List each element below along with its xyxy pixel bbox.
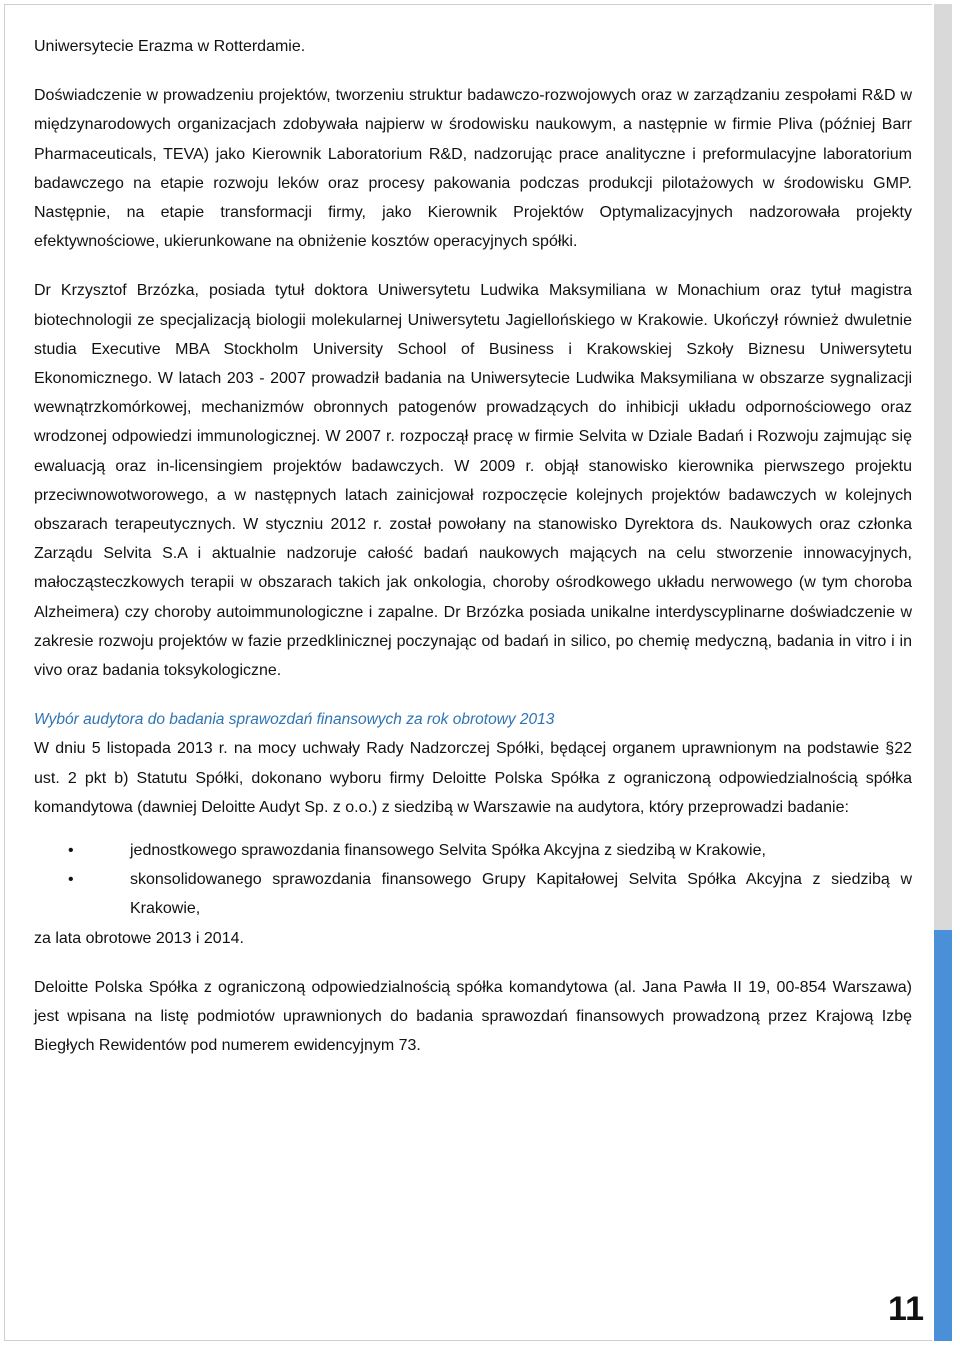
audit-scope-list <box>34 836 912 924</box>
list-item <box>34 865 912 923</box>
paragraph-deloitte-address: Deloitte Polska Spółka z ograniczoną odpowiedzialnością spółka komandytowa (al. Jana Pawła II 19, 00-854 Warszawa) jest wpisana na listę podmiotów uprawnionych do badania sprawozdań finansowych prowadzoną przez Krajową Izbę Biegłych Rewidentów pod numerem ewidencyjnym 73. <box>34 978 912 1055</box>
document-body <box>34 32 912 1061</box>
bullet-icon: • <box>68 871 74 889</box>
paragraph-rotterdam: Uniwersytecie Erazma w Rotterdamie. <box>34 38 306 55</box>
list-item-text: jednostkowego sprawozdania finansowego Selvita Spółka Akcyjna z siedzibą w Krakowie, <box>130 842 766 860</box>
page-number: 11 <box>888 1290 924 1328</box>
list-item-text: skonsolidowanego sprawozdania finansowego Grupy Kapitałowej Selvita Spółka Akcyjna z siedzibą w Krakowie, <box>130 871 912 918</box>
list-item <box>34 836 912 865</box>
paragraph-brzozka-bio: Dr Krzysztof Brzózka, posiada tytuł doktora Uniwersytetu Ludwika Maksymiliana w Monachium oraz tytuł magistra biotechnologii ze specjalizacją biologii molekularnej Uniwersytetu Jagiellońskiego w Krakowie. Ukończył również dwuletnie studia Executive MBA Stockholm University School of Business i Krakowskiej Szkoły Biznesu Uniwersytetu Ekonomicznego. W latach 203 - 2007 prowadził badania na Uniwersytecie Ludwika Maksymiliana w obszarze sygnalizacji wewnątrzkomórkowej, mechanizmów obronnych patogenów prowadzących do inhibicji układu odpornościowego oraz wrodzonej odpowiedzi immunologicznej. W 2007 r. rozpoczął pracę w firmie Selvita w Dziale Badań i Rozwoju zajmując się ewaluacją oraz in-licensingiem projektów badawczych. W 2009 r. objął stanowisko kierownika pierwszego projektu przeciwnowotworowego, a w następnych latach zainicjował rozpoczęcie kolejnych projektów badawczych w kolejnych obszarach terapeutycznych. W styczniu 2012 r. został powołany na stanowisko Dyrektora ds. Naukowych oraz członka Zarządu Selvita S.A i aktualnie nadzoruje całość badań naukowych mających na celu stworzenie innowacyjnych, małocząsteczkowych terapii w obszarach takich jak onkologia, choroby ośrodkowego układu nerwowego (w tym choroba Alzheimera) czy choroby autoimmunologiczne i zapalne. Dr Brzózka posiada unikalne interdyscyplinarne doświadczenie w zakresie rozwoju projektów w fazie przedklinicznej poczynając od badań in silico, po chemię medyczną, badania in vitro i in vivo oraz badania toksykologiczne. <box>34 282 912 680</box>
paragraph-fiscal-years: za lata obrotowe 2013 i 2014. <box>34 929 244 947</box>
paragraph-experience: Doświadczenie w prowadzeniu projektów, tworzeniu struktur badawczo-rozwojowych oraz w zarządzaniu zespołami R&D w międzynarodowych organizacjach zdobywała najpierw w środowisku naukowym, a następnie w firmie Pliva (później Barr Pharmaceuticals, TEVA) jako Kierownik Laboratorium R&D, nadzorując prace analityczne i preformulacyjne laboratorium badawczego na etapie rozwoju leków oraz procesy pakowania podczas produkcji pilotażowych w środowisku GMP. Następnie, na etapie transformacji firmy, jako Kierownik Projektów Optymalizacyjnych nadzorowała projekty efektywnościowe, ukierunkowane na obniżenie kosztów operacyjnych spółki. <box>34 87 912 251</box>
page-side-bar-accent <box>934 930 952 1341</box>
paragraph-auditor-resolution: W dniu 5 listopada 2013 r. na mocy uchwały Rady Nadzorczej Spółki, będącej organem uprawnionym na podstawie §22 ust. 2 pkt b) Statutu Spółki, dokonano wyboru firmy Deloitte Polska Spółka z ograniczoną odpowiedzialnością spółka komandytowa (dawniej Deloitte Audyt Sp. z o.o.) z siedzibą w Warszawie na audytora, który przeprowadzi badanie: <box>34 740 912 816</box>
section-heading-auditor-selection: Wybór audytora do badania sprawozdań finansowych za rok obrotowy 2013 <box>34 711 555 729</box>
bullet-icon: • <box>68 842 74 860</box>
